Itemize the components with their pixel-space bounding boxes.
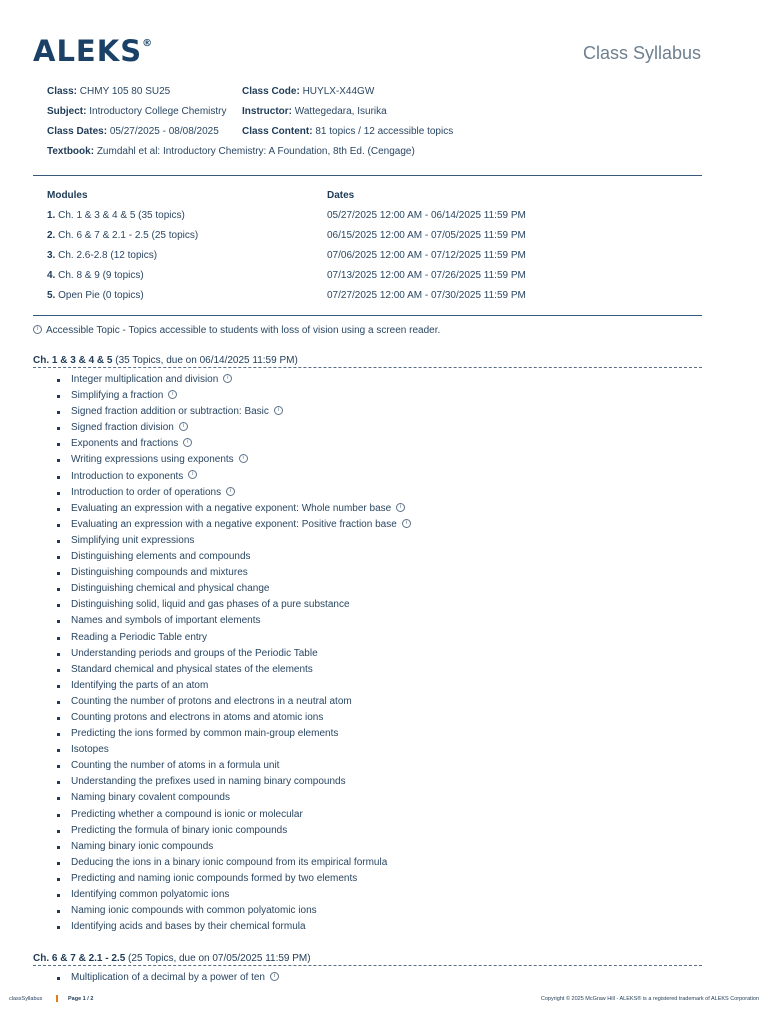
list-item <box>57 646 411 662</box>
topic-name: Isotopes <box>71 744 109 756</box>
modules-table <box>47 186 687 306</box>
list-item <box>57 710 411 726</box>
accessible-legend <box>33 325 440 336</box>
topic-name: Identifying acids and bases by their chemical formula <box>71 921 306 933</box>
bullet <box>57 878 60 881</box>
bullet <box>57 977 60 980</box>
topic-name: Identifying the parts of an atom <box>71 679 209 691</box>
bullet <box>57 733 60 736</box>
section-meta: (35 Topics, due on 06/14/2025 11:59 PM) <box>115 355 298 366</box>
list-item <box>57 404 411 420</box>
bullet <box>57 894 60 897</box>
page-title: Class Syllabus <box>582 43 701 63</box>
bullet <box>57 476 60 479</box>
instructor-value: Wattegedara, Isurika <box>294 106 387 117</box>
class-info <box>47 82 453 162</box>
topic-name: Identifying common polyatomic ions <box>71 889 230 900</box>
info-row <box>47 102 453 122</box>
bullet <box>57 588 60 591</box>
bullet <box>57 846 60 849</box>
module-name-cell <box>47 226 327 246</box>
list-item <box>57 678 411 694</box>
topic-name: Signed fraction addition or subtraction: Basic <box>71 406 269 418</box>
topic-name: Distinguishing chemical and physical change <box>71 583 270 595</box>
list-item <box>57 388 411 404</box>
bullet <box>57 620 60 623</box>
bullet <box>57 524 60 527</box>
topic-name: Writing expressions using exponents <box>71 454 234 466</box>
class-code-label: Class Code: <box>242 86 300 97</box>
info-row <box>47 122 453 142</box>
topic-name: Understanding periods and groups of the Periodic Table <box>71 647 318 659</box>
module-row <box>47 266 687 286</box>
bullet <box>57 830 60 833</box>
bullet <box>57 492 60 495</box>
module-number: 2. <box>47 230 56 241</box>
copyright-text: Copyright © 2025 McGraw Hill - ALEKS® is a registered trademark of ALEKS Corporation <box>540 996 759 1002</box>
accessible-topic-icon: i <box>270 972 279 981</box>
module-row <box>47 286 687 306</box>
accessible-topic-icon: i <box>183 438 192 447</box>
list-item <box>57 581 411 597</box>
bullet <box>57 427 60 430</box>
subject-value: Introductory College Chemistry <box>89 106 227 117</box>
list-item <box>57 871 411 887</box>
topic-name: Multiplication of a decimal by a power of ten <box>71 972 265 983</box>
topic-name: Introduction to order of operations <box>71 486 222 498</box>
topic-name: Naming binary ionic compounds <box>71 840 214 852</box>
module-row <box>47 246 687 266</box>
topic-list <box>57 970 279 986</box>
info-row <box>47 142 453 162</box>
accessible-topic-icon: i <box>274 406 283 415</box>
info-row <box>47 82 453 102</box>
bullet <box>57 540 60 543</box>
section-name: Ch. 6 & 7 & 2.1 - 2.5 <box>33 953 126 964</box>
module-name-cell <box>47 246 327 266</box>
section-name: Ch. 1 & 3 & 4 & 5 <box>33 355 113 366</box>
topic-name: Reading a Periodic Table entry <box>71 631 208 643</box>
textbook-value: Zumdahl et al: Introductory Chemistry: A Foundation, 8th Ed. (Cengage) <box>96 146 415 157</box>
topic-name: Integer multiplication and division <box>71 374 219 385</box>
module-dates: 07/13/2025 12:00 AM - 07/26/2025 11:59 PM <box>327 270 526 281</box>
accessible-topic-icon: i <box>239 454 248 463</box>
topic-name: Naming ionic compounds with common polyatomic ions <box>71 905 317 917</box>
module-dates: 07/27/2025 12:00 AM - 07/30/2025 11:59 PM <box>327 290 526 301</box>
list-item <box>57 758 411 774</box>
module-number: 4. <box>47 270 56 281</box>
module-dates: 06/15/2025 12:00 AM - 07/05/2025 11:59 PM <box>327 230 526 241</box>
list-item <box>57 501 411 517</box>
modules-column-header: Modules <box>47 190 88 201</box>
modules-header-row <box>47 186 687 206</box>
module-dates: 07/06/2025 12:00 AM - 07/12/2025 11:59 PM <box>327 250 526 261</box>
accessible-topic-icon: i <box>179 422 188 431</box>
list-item <box>57 613 411 629</box>
topic-name: Distinguishing elements and compounds <box>71 551 251 563</box>
bullet <box>57 781 60 784</box>
list-item <box>57 372 411 388</box>
class-dates-value: 05/27/2025 - 08/08/2025 <box>109 126 219 137</box>
module-name: Ch. 8 & 9 (9 topics) <box>58 270 144 281</box>
bullet <box>57 411 60 414</box>
module-name: Ch. 2.6-2.8 (12 topics) <box>58 250 158 261</box>
list-item <box>57 839 411 855</box>
topic-name: Introduction to exponents <box>71 470 184 482</box>
list-item <box>57 485 411 501</box>
topic-name: Understanding the prefixes used in naming binary compounds <box>71 776 346 788</box>
topic-name: Deducing the ions in a binary ionic compound from its empirical formula <box>71 856 388 868</box>
list-item <box>57 726 411 742</box>
bullet <box>57 701 60 704</box>
module-name: Open Pie (0 topics) <box>58 290 144 301</box>
list-item <box>57 774 411 790</box>
list-item <box>57 903 411 919</box>
topic-name: Counting protons and electrons in atoms and atomic ions <box>71 711 324 723</box>
class-code-value: HUYLX-X44GW <box>302 86 375 97</box>
bullet <box>57 653 60 656</box>
list-item <box>57 469 411 485</box>
bullet <box>57 459 60 462</box>
list-item <box>57 452 411 468</box>
module-name: Ch. 6 & 7 & 2.1 - 2.5 (25 topics) <box>58 230 199 241</box>
module-name: Ch. 1 & 3 & 4 & 5 (35 topics) <box>58 210 185 221</box>
list-item <box>57 662 411 678</box>
class-dates-label: Class Dates: <box>47 126 108 137</box>
bullet <box>57 604 60 607</box>
page-number: Page 1 / 2 <box>68 996 94 1002</box>
topic-name: Standard chemical and physical states of the elements <box>71 663 313 675</box>
list-item <box>57 549 411 565</box>
list-item <box>57 694 411 710</box>
bullet <box>57 926 60 929</box>
bullet <box>57 862 60 865</box>
bullet <box>57 765 60 768</box>
topic-name: Evaluating an expression with a negative exponent: Whole number base <box>71 502 392 514</box>
bullet <box>57 508 60 511</box>
module-name-cell <box>47 266 327 286</box>
module-name-cell <box>47 206 327 226</box>
topic-name: Predicting and naming ionic compounds formed by two elements <box>71 872 358 884</box>
accessible-topic-icon: i <box>168 390 177 399</box>
list-item <box>57 919 411 935</box>
module-dates: 05/27/2025 12:00 AM - 06/14/2025 11:59 PM <box>327 210 526 221</box>
dates-column-header: Dates <box>327 190 355 201</box>
accessible-topic-icon: i <box>223 374 232 383</box>
topic-name: Counting the number of protons and electrons in a neutral atom <box>71 695 352 707</box>
list-item <box>57 807 411 823</box>
accessible-topic-icon: i <box>33 325 42 334</box>
topic-name: Evaluating an expression with a negative exponent: Positive fraction base <box>71 518 397 530</box>
list-item <box>57 420 411 436</box>
footer-doc-name: classSyllabus <box>9 996 43 1002</box>
section-meta: (25 Topics, due on 07/05/2025 11:59 PM) <box>128 953 311 964</box>
instructor-label: Instructor: <box>242 106 292 117</box>
section-title <box>33 953 702 966</box>
logo-registered-mark: ® <box>142 38 154 50</box>
list-item <box>57 517 411 533</box>
module-number: 3. <box>47 250 56 261</box>
list-item <box>57 855 411 871</box>
class-content-label: Class Content: <box>242 126 313 137</box>
bullet <box>57 669 60 672</box>
section-title <box>33 355 702 368</box>
topic-name: Distinguishing solid, liquid and gas phases of a pure substance <box>71 599 350 611</box>
divider <box>33 175 702 176</box>
list-item <box>57 630 411 646</box>
topic-name: Exponents and fractions <box>71 438 179 450</box>
topic-name: Simplifying unit expressions <box>71 534 195 546</box>
bullet <box>57 556 60 559</box>
class-content-value: 81 topics / 12 accessible topics <box>315 126 454 137</box>
bullet <box>57 637 60 640</box>
bullet <box>57 572 60 575</box>
accessible-topic-icon: i <box>402 519 411 528</box>
list-item <box>57 790 411 806</box>
bullet <box>57 685 60 688</box>
class-value: CHMY 105 80 SU25 <box>79 86 171 97</box>
accessible-topic-icon: i <box>226 487 235 496</box>
bullet <box>57 379 60 382</box>
logo-text: ALEKS <box>33 34 143 68</box>
topic-name: Names and symbols of important elements <box>71 615 261 627</box>
topic-name: Counting the number of atoms in a formula unit <box>71 760 280 772</box>
topic-name: Naming binary covalent compounds <box>71 792 230 804</box>
module-number: 1. <box>47 210 56 221</box>
topic-name: Signed fraction division <box>71 422 174 434</box>
topic-name: Predicting the ions formed by common main-group elements <box>71 728 339 740</box>
accessible-topic-icon: i <box>396 503 405 512</box>
bullet <box>57 443 60 446</box>
module-number: 5. <box>47 290 56 301</box>
footer-divider <box>56 995 58 1002</box>
bullet <box>57 910 60 913</box>
list-item <box>57 823 411 839</box>
topic-list <box>57 372 411 935</box>
bullet <box>57 717 60 720</box>
bullet <box>57 749 60 752</box>
list-item <box>57 742 411 758</box>
list-item <box>57 436 411 452</box>
subject-label: Subject: <box>47 106 87 117</box>
bullet <box>57 395 60 398</box>
list-item <box>57 533 411 549</box>
aleks-logo <box>33 34 153 68</box>
bullet <box>57 797 60 800</box>
list-item <box>57 597 411 613</box>
module-row <box>47 206 687 226</box>
accessible-topic-icon: i <box>188 470 197 479</box>
topic-name: Simplifying a fraction <box>71 390 164 402</box>
legend-text: Accessible Topic - Topics accessible to students with loss of vision using a screen reader. <box>46 325 441 336</box>
list-item <box>57 565 411 581</box>
topic-name: Distinguishing compounds and mixtures <box>71 567 248 579</box>
module-row <box>47 226 687 246</box>
topic-name: Predicting the formula of binary ionic compounds <box>71 824 288 836</box>
module-name-cell <box>47 286 327 306</box>
divider <box>33 315 702 316</box>
bullet <box>57 814 60 817</box>
list-item <box>57 970 279 986</box>
topic-name: Predicting whether a compound is ionic or molecular <box>71 808 303 820</box>
textbook-label: Textbook: <box>47 146 95 157</box>
class-label: Class: <box>47 86 78 97</box>
list-item <box>57 887 411 903</box>
